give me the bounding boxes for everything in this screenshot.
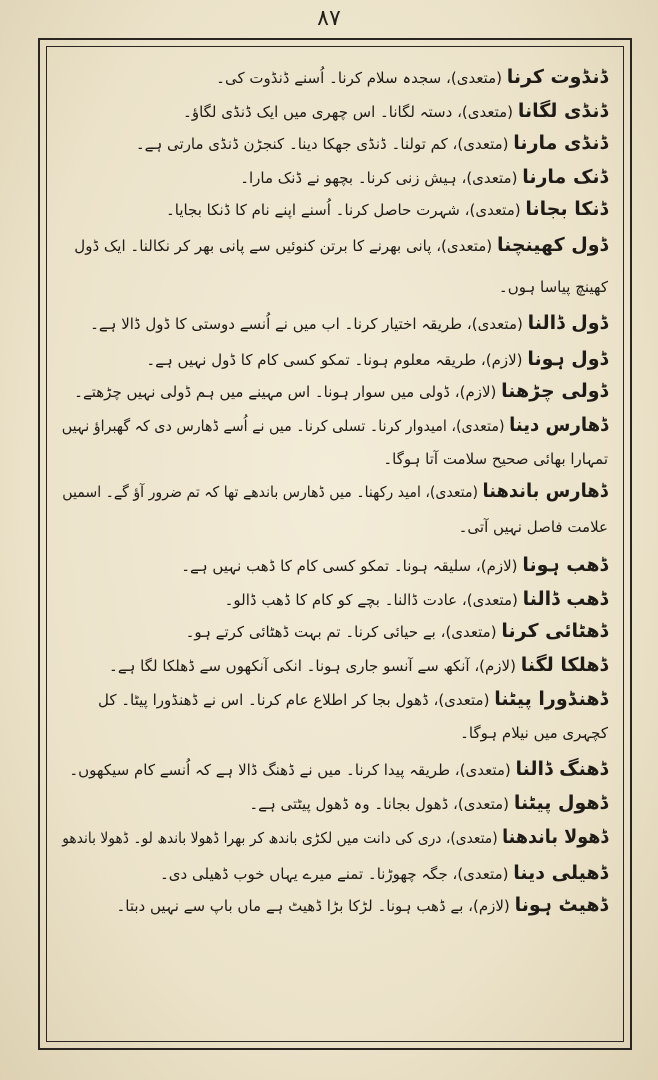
entry-definition: (لازم)، طریقہ معلوم ہونا۔ تمکو کسی کام کا ڈول نہیں ہے۔	[146, 351, 523, 369]
entry-definition: (متعدی)، سجدہ سلام کرنا۔ اُسنے ڈنڈوت کی۔	[216, 69, 502, 87]
entry-line	[69, 760, 608, 779]
entry-headword: ڈنک مارنا	[522, 166, 608, 188]
entry-line	[166, 200, 608, 219]
entry-line	[160, 864, 608, 883]
entry-definition: (متعدی)، طریقہ اختیار کرنا۔ اب میں نے اُنسے دوستی کا ڈول ڈالا ہے۔	[90, 315, 523, 333]
entry-headword: ڈھٹائی کرنا	[501, 620, 608, 642]
entry-line	[146, 350, 608, 369]
entry-headword: ڈھب ڈالنا	[522, 588, 608, 610]
entry-continuation-line	[460, 726, 608, 741]
entry-definition: (متعدی)، امید رکھنا۔ میں ڈھارس باندھے تھا کہ تم ضرور آؤ گے۔ اسمیں	[62, 483, 479, 501]
entry-continuation-line	[459, 520, 608, 535]
entry-definition: (متعدی)، دستہ لگانا۔ اس چھری میں ایک ڈنڈی لگاؤ۔	[183, 103, 514, 121]
entry-definition: کھینچ پیاسا ہوں۔	[498, 278, 608, 296]
entry-line	[109, 656, 608, 675]
entry-headword: ڈھارس باندھنا	[482, 480, 608, 502]
entry-headword: ڈھنگ ڈالنا	[515, 758, 608, 780]
entry-line	[136, 134, 608, 153]
entry-definition: (لازم)، ڈولی میں سوار ہونا۔ اس مہینے میں ہم ڈولی نہیں چڑھتے۔	[74, 383, 497, 401]
entry-definition: (متعدی)، بے حیائی کرنا۔ تم بہت ڈھٹائی کرتے ہو۔	[185, 623, 497, 641]
entry-definition: (لازم)، بے ڈھب ہونا۔ لڑکا بڑا ڈھیٹ ہے ماں باپ سے نہیں دبتا۔	[116, 897, 510, 915]
entry-definition: علامت فاصل نہیں آتی۔	[458, 518, 608, 536]
entry-line	[74, 382, 608, 401]
entry-headword: ڈول ہونا	[527, 348, 608, 370]
entry-definition: (لازم)، سلیقہ ہونا۔ تمکو کسی کام کا ڈھب نہیں ہے۔	[181, 557, 518, 575]
entry-definition: (متعدی)، ڈھول بجانا۔ وہ ڈھول پیٹتی ہے۔	[249, 795, 510, 813]
page-number: ۸۷	[317, 6, 341, 31]
entry-line	[181, 556, 608, 575]
entry-definition: تمہارا بھائی صحیح سلامت آتا ہوگا۔	[383, 450, 608, 468]
entry-line	[74, 236, 608, 255]
entry-line	[249, 794, 608, 813]
entry-line	[116, 896, 608, 915]
entry-headword: ڈول ڈالنا	[527, 312, 608, 334]
entry-continuation-line	[499, 280, 608, 295]
entry-definition: کچہری میں نیلام ہوگا۔	[460, 724, 608, 742]
entry-headword: ڈھارس دینا	[508, 414, 608, 436]
entry-line	[225, 590, 608, 609]
entry-line	[63, 482, 608, 501]
entry-definition: (متعدی)، دری کی دانت میں لکڑی باندھ کر بھرا ڈھولا باندھ لو۔ ڈھولا باندھو	[62, 829, 498, 847]
entry-headword: ڈنڈی لگانا	[517, 100, 608, 122]
entry-headword: ڈھنڈورا پیٹنا	[494, 688, 608, 710]
entry-headword: ڈنکا بجانا	[525, 198, 608, 220]
entry-definition: (متعدی)، امیدوار کرنا۔ تسلی کرنا۔ میں نے اُسے ڈھارس دی کہ گھبراؤ نہیں	[61, 417, 505, 435]
entry-definition: (متعدی)، جگہ چھوڑنا۔ تمنے میرے یہاں خوب ڈھیلی دی۔	[160, 865, 509, 883]
entry-definition: (متعدی)، عادت ڈالنا۔ بچے کو کام کا ڈھب ڈالو۔	[224, 591, 518, 609]
entry-headword: ڈھولا باندھنا	[501, 826, 608, 848]
entry-line	[183, 102, 608, 121]
entry-line	[186, 622, 608, 641]
entry-line	[240, 168, 608, 187]
dictionary-entries	[54, 54, 616, 1036]
entry-line	[62, 828, 608, 847]
entry-headword: ڈول کھینچنا	[496, 234, 608, 256]
entry-headword: ڈھیٹ ہونا	[514, 894, 608, 916]
entry-headword: ڈولی چڑھنا	[501, 380, 608, 402]
entry-headword: ڈھلکا لگنا	[520, 654, 608, 676]
entry-line	[90, 314, 608, 333]
entry-definition: (لازم)، آنکھ سے آنسو جاری ہونا۔ انکی آنکھوں سے ڈھلکا لگا ہے۔	[109, 657, 516, 675]
entry-headword: ڈنڈی مارنا	[513, 132, 608, 154]
entry-line	[62, 416, 608, 435]
entry-headword: ڈنڈوت کرنا	[506, 66, 608, 88]
entry-definition: (متعدی)، شہرت حاصل کرنا۔ اُسنے اپنے نام کا ڈنکا بجایا۔	[165, 201, 521, 219]
entry-definition: (متعدی)، ڈھول بجا کر اطلاع عام کرنا۔ اس نے ڈھنڈورا پیٹا۔ کل	[98, 691, 490, 709]
entry-definition: (متعدی)، ہیش زنی کرنا۔ بچھو نے ڈنک مارا۔	[240, 169, 518, 187]
entry-definition: (متعدی)، پانی بھرنے کا برتن کنوئیں سے پانی بھر کر نکالنا۔ ایک ڈول	[74, 237, 493, 255]
entry-headword: ڈھب ہونا	[522, 554, 608, 576]
entry-definition: (متعدی)، طریقہ پیدا کرنا۔ میں نے ڈھنگ ڈالا ہے کہ اُنسے کام سیکھوں۔	[69, 761, 511, 779]
entry-headword: ڈھیلی دینا	[513, 862, 608, 884]
entry-definition: (متعدی)، کم تولنا۔ ڈنڈی جھکا دینا۔ کنجڑن ڈنڈی مارتی ہے۔	[135, 135, 509, 153]
entry-line	[216, 68, 608, 87]
entry-line	[98, 690, 608, 709]
entry-headword: ڈھول پیٹنا	[513, 792, 608, 814]
entry-continuation-line	[383, 452, 608, 467]
